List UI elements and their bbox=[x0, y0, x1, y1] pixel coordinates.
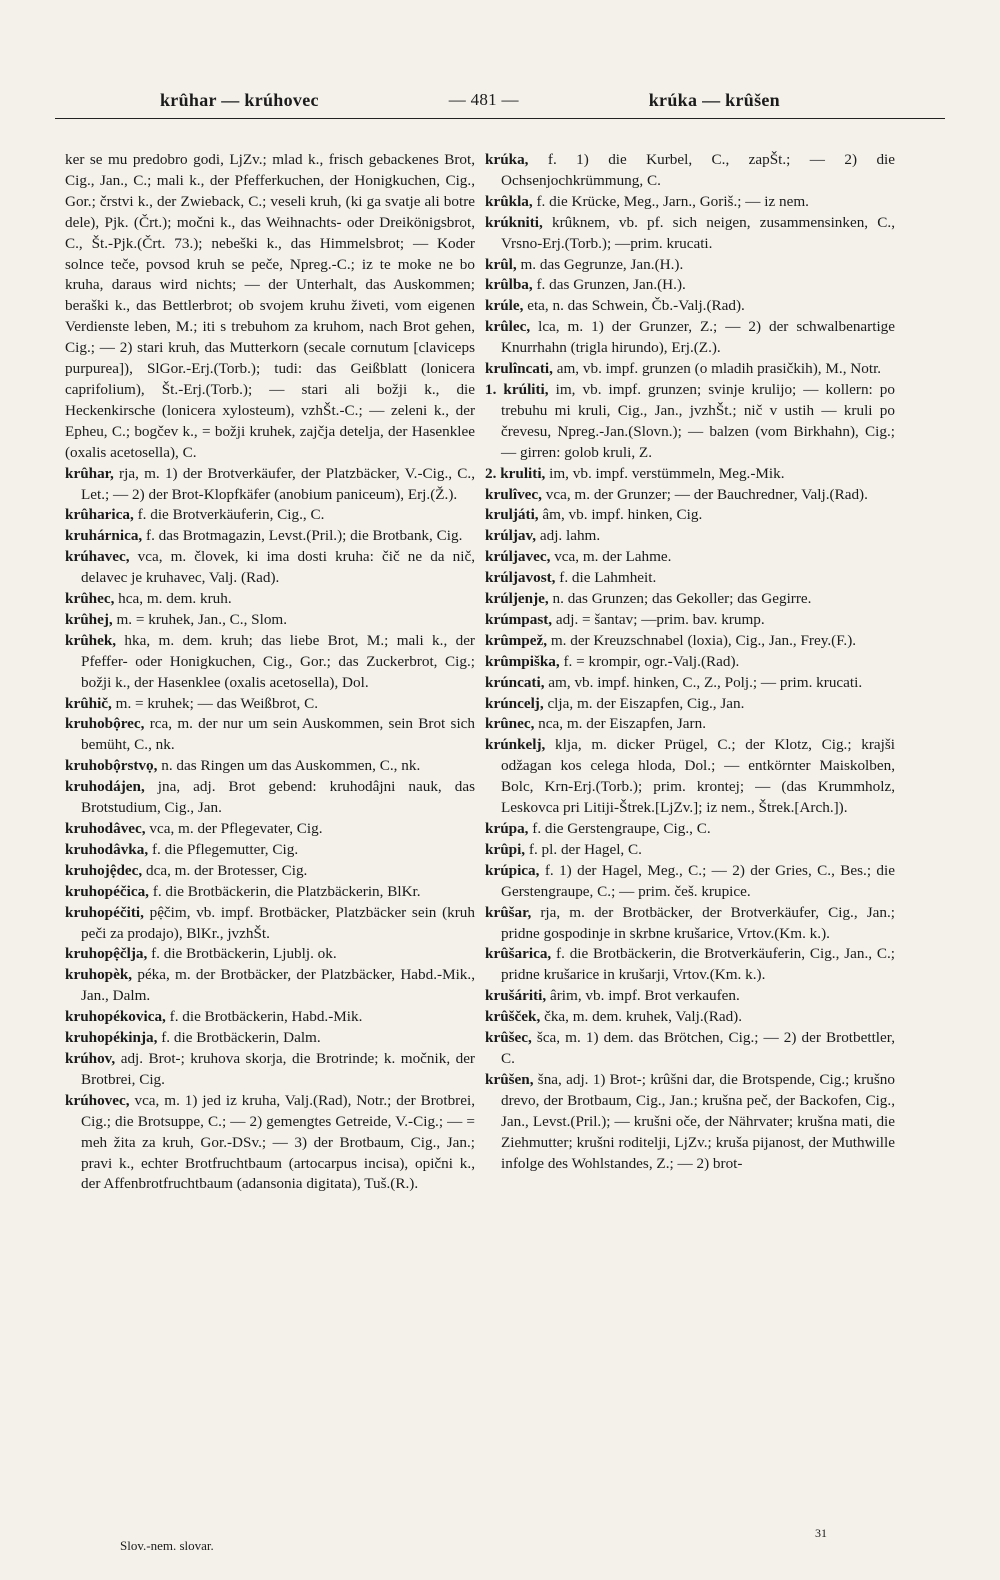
entry-definition: f. die Brotbäckerin, Habd.-Mik. bbox=[165, 1008, 363, 1026]
entry-definition: f. die Brotbäckerin, Dalm. bbox=[157, 1029, 321, 1047]
dictionary-entry bbox=[65, 694, 475, 715]
entry-headword: krúmpast, bbox=[485, 610, 553, 628]
entry-definition: im, vb. impf. grunzen; svinje krulijo; — kollern: po trebuhu mi kruli, Cig., Jan., jvzhŠt.; nič v ustih — kruli po črevesu, Npreg.-Jan.(Slovn.); — balzen (vom Birkhahn), Cig.; — girren: golob kruli, Z. bbox=[501, 380, 895, 461]
dictionary-entry bbox=[485, 694, 895, 715]
entry-headword: krûšar, bbox=[485, 903, 532, 921]
entry-definition: am, vb. impf. grunzen (o mladih prasičkih), M., Notr. bbox=[552, 360, 882, 378]
entry-definition: šca, m. 1) dem. das Brötchen, Cig.; — 2) der Brotbettler, C. bbox=[501, 1029, 895, 1067]
entry-definition: krûknem, vb. pf. sich neigen, zusammensinken, C., Vrsno-Erj.(Torb.); —prim. krucati. bbox=[501, 213, 895, 252]
entry-headword: krúncati, bbox=[485, 673, 545, 691]
entry-headword: kruhárnica, bbox=[65, 527, 143, 545]
entry-definition: dca, m. der Brotesser, Cig. bbox=[142, 861, 308, 879]
entry-headword: krúncelj, bbox=[485, 694, 544, 712]
dictionary-entry bbox=[485, 547, 895, 568]
entry-definition: nca, m. der Eiszapfen, Jarn. bbox=[534, 715, 706, 733]
footer-imprint: Slov.-nem. slovar. bbox=[120, 1538, 214, 1553]
left-column bbox=[65, 150, 475, 1540]
entry-headword: krûhej, bbox=[65, 610, 113, 628]
entry-headword: krûhar, bbox=[65, 464, 114, 482]
entry-definition: ârim, vb. impf. Brot verkaufen. bbox=[546, 987, 740, 1005]
entry-headword: kruhobộrstvọ, bbox=[65, 757, 158, 775]
entry-headword: krûšček, bbox=[485, 1008, 541, 1026]
entry-definition: clja, m. der Eiszapfen, Cig., Jan. bbox=[543, 694, 745, 712]
entry-definition: vca, m. der Lahme. bbox=[550, 548, 672, 566]
entry-definition: f. die Brotbäckerin, Ljublj. ok. bbox=[147, 945, 337, 963]
entry-headword: krúnkelj, bbox=[485, 736, 546, 754]
dictionary-entry bbox=[485, 840, 895, 861]
entry-definition: pệčim, vb. impf. Brotbäcker, Platzbäcker sein (kruh peči za prodajo), BlKr., jvzhŠt. bbox=[81, 903, 475, 942]
dictionary-entry bbox=[485, 819, 895, 840]
dictionary-entry bbox=[485, 505, 895, 526]
entry-headword: krûmpež, bbox=[485, 631, 548, 649]
entry-definition: hca, m. dem. kruh. bbox=[114, 590, 232, 608]
entry-definition: čka, m. dem. kruhek, Valj.(Rad). bbox=[540, 1008, 743, 1026]
entry-headword: krúpa, bbox=[485, 820, 529, 837]
dictionary-entry bbox=[485, 986, 895, 1007]
entry-definition: lca, m. 1) der Grunzer, Z.; — 2) der schwalbenartige Knurrhahn (trigla hirundo), Erj.(Z.). bbox=[501, 318, 895, 357]
entry-definition: am, vb. impf. hinken, C., Z., Polj.; — prim. krucati. bbox=[544, 673, 863, 691]
entry-headword: kruhopèk, bbox=[65, 966, 133, 984]
entry-headword: krúhavec, bbox=[65, 548, 130, 566]
entry-definition: vca, m. der Grunzer; — der Bauchredner, Valj.(Rad). bbox=[541, 485, 868, 503]
entry-definition: klja, m. dicker Prügel, C.; der Klotz, Cig.; krajši odžagan kos celega hloda, Dol.; — entkörnter Maiskolben, Bolc, Krn-Erj.(Torb.); prim. krontej; — (das Krummholz, Leskovca pri Litiji-Štrek.[LjZv.]; iz nem., Štrek.[Arch.]). bbox=[501, 736, 895, 817]
dictionary-entry bbox=[485, 631, 895, 652]
entry-definition: n. das Ringen um das Auskommen, C., nk. bbox=[157, 757, 421, 775]
entry-headword: kruhopékovica, bbox=[65, 1008, 166, 1026]
entry-headword: krûmpiška, bbox=[485, 652, 560, 670]
entry-headword: kruljáti, bbox=[485, 506, 539, 524]
page-number: — 481 — bbox=[448, 90, 519, 109]
entry-definition: adj. lahm. bbox=[536, 527, 601, 545]
entry-definition: f. die Krücke, Meg., Jarn., Goriš.; — iz nem. bbox=[532, 192, 809, 210]
entry-headword: krúle, bbox=[485, 297, 524, 315]
dictionary-entry bbox=[485, 150, 895, 192]
dictionary-entry bbox=[65, 903, 475, 945]
entry-headword: krúljavec, bbox=[485, 548, 551, 566]
entry-definition: f. das Grunzen, Jan.(H.). bbox=[532, 276, 686, 294]
entry-definition: hka, m. dem. kruh; das liebe Brot, M.; mali k., der Pfeffer- oder Honigkuchen, Cig., Gor.; das Zuckerbrot, Cig.; božji k., der Hasenklee (oxalis acetosella), Dol. bbox=[81, 631, 475, 691]
entry-definition: f. pl. der Hagel, C. bbox=[525, 840, 642, 858]
entry-headword: krûharica, bbox=[65, 506, 134, 524]
entry-headword: krúljavost, bbox=[485, 569, 556, 587]
header-left-guideword: krûhar — krúhovec bbox=[160, 89, 319, 110]
right-column bbox=[485, 150, 895, 1540]
entry-headword: kruhopệčlja, bbox=[65, 945, 148, 963]
dictionary-entry bbox=[65, 1049, 475, 1091]
dictionary-entry bbox=[485, 359, 895, 380]
dictionary-entry bbox=[485, 296, 895, 317]
entry-definition: âm, vb. impf. hinken, Cig. bbox=[538, 506, 703, 524]
header-right-guideword: krúka — krûšen bbox=[648, 89, 780, 110]
entry-definition: f. die Gerstengraupe, Cig., C. bbox=[528, 820, 711, 837]
entry-headword: krûhič, bbox=[65, 694, 112, 712]
entry-headword: krûnec, bbox=[485, 715, 535, 733]
dictionary-entry bbox=[485, 464, 895, 485]
dictionary-entry bbox=[65, 965, 475, 1007]
dictionary-entry bbox=[485, 1007, 895, 1028]
dictionary-entry bbox=[65, 714, 475, 756]
entry-headword: krúhov, bbox=[65, 1049, 116, 1067]
entry-headword: krulîvec, bbox=[485, 485, 542, 503]
entry-definition: m. = kruhek, Jan., C., Slom. bbox=[112, 610, 288, 628]
entry-definition: rja, m. der Brotbäcker, der Brotverkäufer, Cig., Jan.; pridne gospodinje in skrbne krušarice, Vrtov.(Km. k.). bbox=[501, 903, 895, 942]
dictionary-entry bbox=[485, 673, 895, 694]
dictionary-entry bbox=[65, 861, 475, 882]
entry-headword: kruhopéčiti, bbox=[65, 903, 144, 921]
entry-definition: rja, m. 1) der Brotverkäufer, der Platzbäcker, V.-Cig., C., Let.; — 2) der Brot-Klopfkäfer (anobium paniceum), Erj.(Ž.). bbox=[81, 464, 475, 503]
entry-headword: krûkla, bbox=[485, 192, 533, 210]
entry-definition: péka, m. der Brotbäcker, der Platzbäcker, Habd.-Mik., Jan., Dalm. bbox=[81, 966, 475, 1005]
dictionary-entry bbox=[65, 631, 475, 694]
entry-definition: adj. = šantav; —prim. bav. krump. bbox=[552, 610, 765, 628]
entry-headword: krušáriti, bbox=[485, 987, 547, 1005]
dictionary-entry bbox=[65, 547, 475, 589]
entry-definition: jna, adj. Brot gebend: kruhodâjni nauk, das Brotstudium, Cig., Jan. bbox=[81, 778, 475, 817]
dictionary-entry bbox=[485, 735, 895, 819]
header-rule bbox=[55, 118, 945, 119]
entry-definition: f. die Lahmheit. bbox=[555, 569, 657, 587]
entry-definition: adj. Brot-; kruhova skorja, die Brotrinde; k. močnik, der Brotbrei, Cig. bbox=[81, 1049, 475, 1088]
entry-headword: kruhopékinja, bbox=[65, 1029, 158, 1047]
dictionary-entry bbox=[485, 192, 895, 213]
dictionary-entry bbox=[65, 589, 475, 610]
entry-headword: krûl, bbox=[485, 255, 517, 273]
dictionary-entry bbox=[485, 380, 895, 464]
entry-definition: f. = krompir, ogr.-Valj.(Rad). bbox=[559, 652, 740, 670]
entry-headword: krûhec, bbox=[65, 590, 115, 608]
entry-headword: krûšarica, bbox=[485, 945, 552, 963]
dictionary-entry bbox=[65, 944, 475, 965]
dictionary-entry bbox=[485, 652, 895, 673]
dictionary-entry bbox=[485, 861, 895, 903]
dictionary-entry bbox=[65, 610, 475, 631]
dictionary-entry bbox=[65, 756, 475, 777]
dictionary-entry bbox=[485, 526, 895, 547]
dictionary-entry bbox=[485, 213, 895, 255]
dictionary-entry bbox=[65, 819, 475, 840]
entry-definition: f. das Brotmagazin, Levst.(Pril.); die Brotbank, Cig. bbox=[142, 527, 463, 545]
dictionary-entry bbox=[65, 505, 475, 526]
entry-definition: f. 1) der Hagel, Meg., C.; — 2) der Gries, C., Bes.; die Gerstengraupe, C.; — prim. češ. krupice. bbox=[501, 861, 895, 900]
entry-definition: f. die Brotbäckerin, die Platzbäckerin, BlKr. bbox=[148, 882, 421, 900]
dictionary-entry bbox=[485, 944, 895, 986]
entry-headword: krulîncati, bbox=[485, 360, 553, 378]
dictionary-entry bbox=[65, 882, 475, 903]
dictionary-entry bbox=[485, 589, 895, 610]
entry-definition: vca, m. der Pflegevater, Cig. bbox=[145, 820, 323, 837]
entry-headword: krúljav, bbox=[485, 527, 537, 545]
entry-headword: kruhojệdec, bbox=[65, 861, 143, 879]
entry-headword: krûhek, bbox=[65, 631, 117, 649]
dictionary-entry bbox=[65, 464, 475, 506]
dictionary-entry bbox=[485, 1070, 895, 1175]
dictionary-entry bbox=[65, 777, 475, 819]
entry-definition: vca, m. človek, ki ima dosti kruha: čič ne da nič, delavec je kruhavec, Valj. (Rad). bbox=[81, 548, 475, 587]
entry-headword: krûšec, bbox=[485, 1029, 532, 1047]
entry-headword: kruhodájen, bbox=[65, 778, 145, 796]
dictionary-entry bbox=[485, 714, 895, 735]
entry-definition: f. die Brotbäckerin, die Brotverkäuferin, Cig., Jan., C.; pridne krušarice in krušarji, Vrtov.(Km. k.). bbox=[501, 945, 895, 984]
dictionary-entry bbox=[485, 568, 895, 589]
entry-headword: krûlba, bbox=[485, 276, 533, 294]
dictionary-entry bbox=[65, 840, 475, 861]
entry-headword: 1. krúliti, bbox=[485, 380, 549, 398]
dictionary-entry bbox=[65, 1007, 475, 1028]
dictionary-entry bbox=[485, 610, 895, 631]
entry-definition: im, vb. impf. verstümmeln, Meg.-Mik. bbox=[545, 464, 785, 482]
entry-headword: kruhobộrec, bbox=[65, 715, 145, 733]
entry-definition: eta, n. das Schwein, Čb.-Valj.(Rad). bbox=[523, 297, 745, 315]
entry-definition: f. die Pflegemutter, Cig. bbox=[148, 840, 299, 858]
signature-mark: 31 bbox=[815, 1526, 827, 1540]
entry-definition: m. der Kreuzschnabel (loxia), Cig., Jan., Frey.(F.). bbox=[547, 631, 857, 649]
dictionary-entry bbox=[65, 1028, 475, 1049]
dictionary-entry bbox=[485, 275, 895, 296]
entry-headword: krûlec, bbox=[485, 318, 531, 336]
entry-headword: krúkniti, bbox=[485, 213, 543, 231]
running-header bbox=[160, 86, 780, 114]
entry-headword: kruhodâvec, bbox=[65, 820, 146, 837]
entry-headword: krûpi, bbox=[485, 840, 526, 858]
entry-headword: krúhovec, bbox=[65, 1091, 130, 1109]
dictionary-entry bbox=[485, 317, 895, 359]
entry-definition: vca, m. 1) jed iz kruha, Valj.(Rad), Notr.; der Brotbrei, Cig.; die Brotsuppe, C.; — 2) gemengtes Getreide, V.-Cig.; — = meh žita za kruh, Gor.-DSv.; — 3) der Brotbaum, Cig., Jan.; pravi k., echter Brotfruchtbaum (artocarpus incisa), opični k., der Affenbrotfruchtbaum (adansonia digitata), Tuš.(R.). bbox=[81, 1091, 475, 1193]
dictionary-entry bbox=[485, 255, 895, 276]
dictionary-entry bbox=[485, 1028, 895, 1070]
entry-definition: m. das Gegrunze, Jan.(H.). bbox=[516, 255, 684, 273]
entry-definition: m. = kruhek; — das Weißbrot, C. bbox=[111, 694, 319, 712]
entry-definition: šna, adj. 1) Brot-; krûšni dar, die Brotspende, Cig.; krušno drevo, der Brotbaum, Cig., Jan.; krušna peč, der Backofen, Cig., Jan., Levst.(Pril.); — krušni oče, der Nährvater; krušna mati, die Ziehmutter; krušni roditelji, LjZv.; kruša pijanost, der Muthwille infolge des Wohlstandes, Z.; — 2) brot- bbox=[501, 1070, 895, 1172]
entry-headword: krúka, bbox=[485, 151, 529, 168]
entry-headword: kruhopéčica, bbox=[65, 882, 149, 900]
dictionary-entry bbox=[485, 485, 895, 506]
dictionary-entry bbox=[65, 1091, 475, 1196]
entry-headword: kruhodâvka, bbox=[65, 840, 149, 858]
entry-headword: krúljenje, bbox=[485, 590, 549, 608]
dictionary-entry bbox=[65, 526, 475, 547]
entry-headword: krûšen, bbox=[485, 1070, 534, 1088]
entry-definition: n. das Grunzen; das Gekoller; das Gegirre. bbox=[548, 590, 812, 608]
dictionary-entry bbox=[485, 903, 895, 945]
entry-headword: 2. kruliti, bbox=[485, 464, 546, 482]
dictionary-entry bbox=[65, 150, 475, 464]
entry-definition: rca, m. der nur um sein Auskommen, sein Brot sich bemüht, C., nk. bbox=[81, 715, 475, 754]
entry-definition: f. 1) die Kurbel, C., zapŠt.; — 2) die Ochsenjochkrümmung, C. bbox=[501, 151, 895, 189]
entry-definition: ker se mu predobro godi, LjZv.; mlad k., frisch gebackenes Brot, Cig., Jan., C.; mali k., der Pfefferkuchen, der Honigkuchen, Cig., Gor.; črstvi k., der Zwieback, C.; veseli kruh, (ki ga svatje ali botre dele), Pjk. (Črt.); močni k., das Weihnachts- oder Dreikönigsbrot, C., Št.-Pjk.(Črt. 73.); nebeški k., das Himmelsbrot; — Koder solnce teče, povsod kruh se peče, Npreg.-C.; iz te moke ne bo kruha, daraus wird nichts; — der Unterhalt, das Auskommen; beraški k., das Bettlerbrot; ob svojem kruhu živeti, vom eigenen Verdienste leben, M.; iti s trebuhom za kruhom, nach Brot gehen, Cig.; — 2) stari kruh, das Mutterkorn (secale cornutum [claviceps purpurea]), SlGor.-Erj.(Torb.); tudi: das Geißblatt (lonicera caprifolium), Št.-Erj.(Torb.); — stari ali božji k., die Heckenkirsche (lonicera xylosteum), vzhŠt.-C.; — zeleni k., der Epheu, C.; bogčev k., = božji kruhek, zajčja detelja, der Hasenklee (oxalis acetosella), C. bbox=[65, 151, 475, 461]
entry-headword: krúpica, bbox=[485, 861, 540, 879]
entry-definition: f. die Brotverkäuferin, Cig., C. bbox=[133, 506, 325, 524]
